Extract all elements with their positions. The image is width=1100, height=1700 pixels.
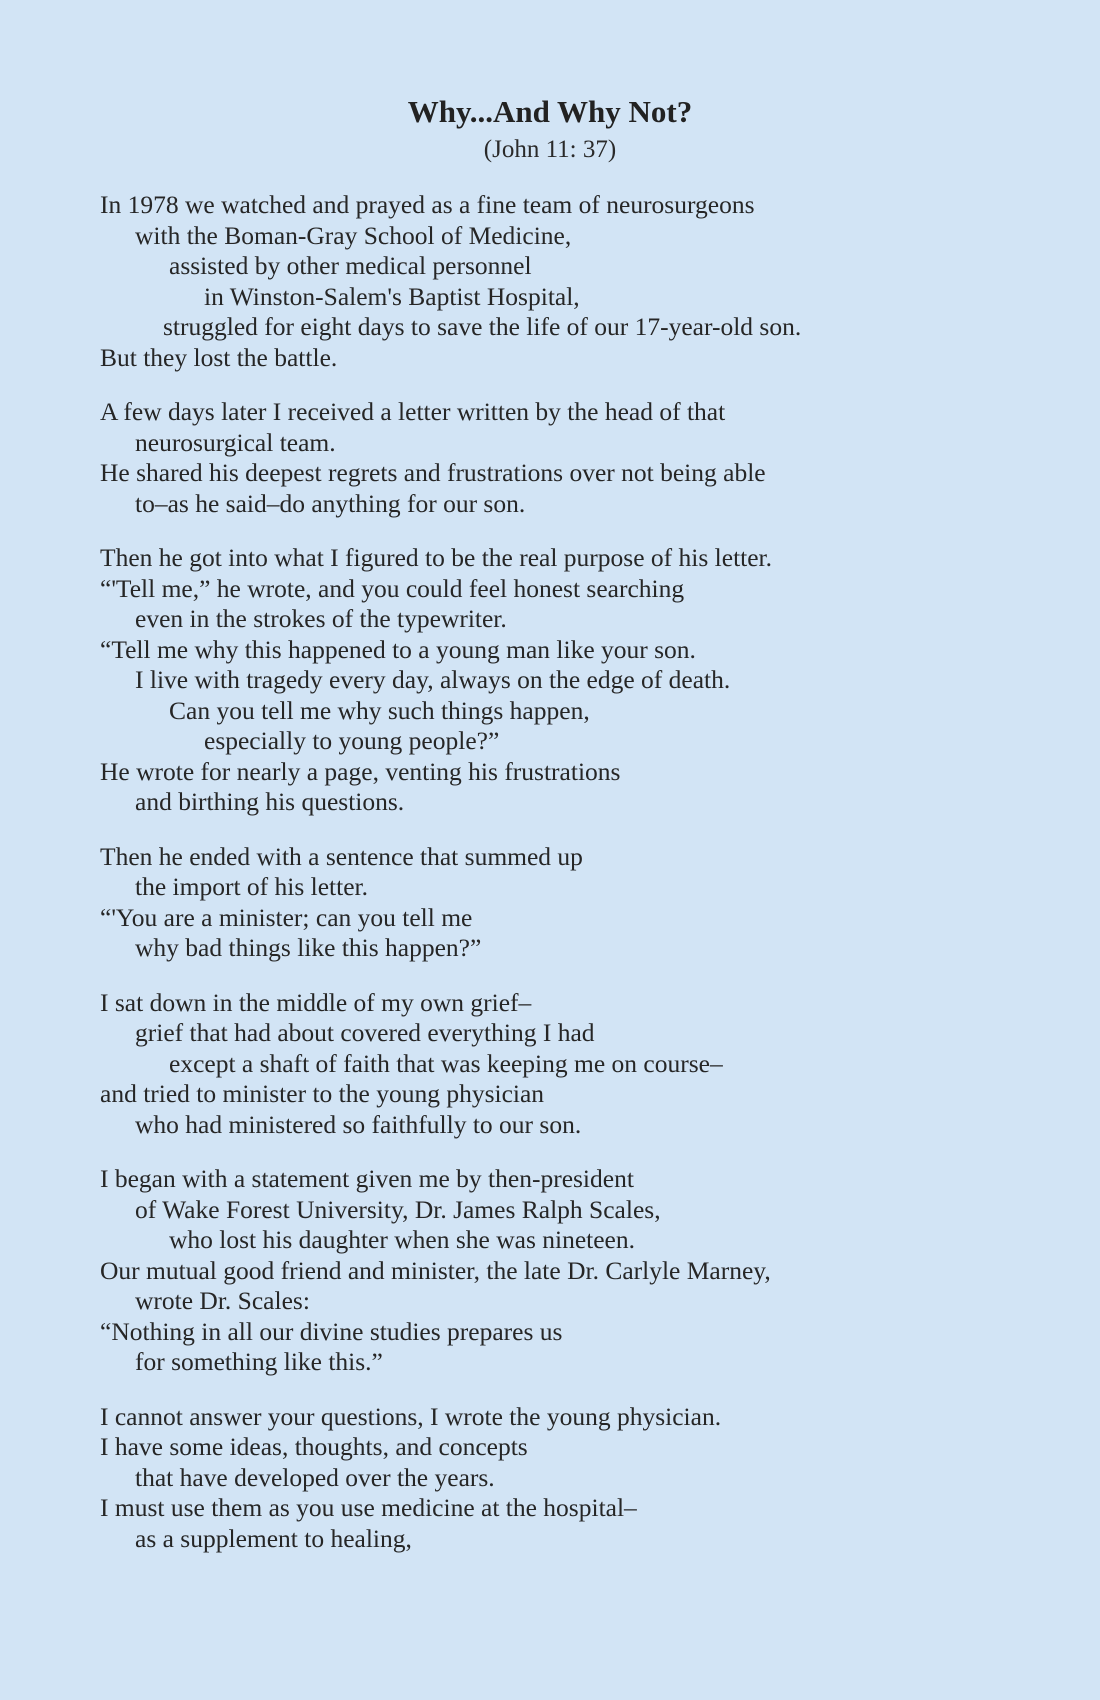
stanza-gap [100,1140,1060,1164]
poem-line: assisted by other medical personnel [169,251,532,280]
poem-line: grief that had about covered everything I had [135,1018,595,1047]
poem-line: for something like this.” [135,1347,383,1376]
poem-line: “Nothing in all our divine studies prepares us [100,1316,563,1346]
poem-line: and birthing his questions. [135,787,405,816]
stanza-gap [100,373,1060,397]
poem-line: in Winston-Salem's Baptist Hospital, [204,281,580,311]
poem-line: who lost his daughter when she was nineteen. [169,1225,635,1254]
poem-line: He wrote for nearly a page, venting his frustrations [100,756,621,786]
poem-line: struggled for eight days to save the life of our 17-year-old son. [163,312,802,341]
poem-line: neurosurgical team. [135,427,336,457]
poem-line: Can you tell me why such things happen, [169,695,590,725]
stanza-gap [100,519,1060,543]
stanza-gap [100,1378,1060,1402]
poem-line: as a supplement to healing, [135,1523,412,1553]
poem-line: I have some ideas, thoughts, and concepts [100,1432,528,1461]
poem-line: I must use them as you use medicine at the hospital– [100,1493,637,1522]
poem-line: wrote Dr. Scales: [135,1286,310,1315]
poem-line: I sat down in the middle of my own grief– [100,987,532,1017]
poem-line: the import of his letter. [135,872,368,901]
page-title: Why...And Why Not? [407,94,693,129]
stanza-gap [100,818,1060,842]
poem-line: He shared his deepest regrets and frustrations over not being able [100,458,766,487]
poem-line: who had ministered so faithfully to our son. [135,1109,582,1139]
poem-line: I began with a statement given me by then-president [100,1164,634,1193]
poem-line: Then he got into what I figured to be the real purpose of his letter. [100,543,773,572]
poem-line: with the Boman-Gray School of Medicine, [135,220,572,250]
poem-line: except a shaft of faith that was keeping me on course– [169,1048,723,1078]
poem-line: A few days later I received a letter written by the head of that [100,397,726,426]
stanza-gap [100,964,1060,988]
scripture-reference: (John 11: 37) [483,136,617,163]
poem-line: Our mutual good friend and minister, the late Dr. Carlyle Marney, [100,1255,771,1285]
poem-line: to–as he said–do anything for our son. [135,488,526,518]
poem-line: of Wake Forest University, Dr. James Ralph Scales, [135,1194,661,1224]
poem-line: In 1978 we watched and prayed as a fine team of neurosurgeons [100,190,755,219]
poem-line: “'Tell me,” he wrote, and you could feel honest searching [100,573,685,603]
poem-line: “'You are a minister; can you tell me [100,902,473,932]
poem-line: I cannot answer your questions, I wrote the young physician. [100,1401,722,1431]
poem-body [100,190,1060,1554]
poem-line: Then he ended with a sentence that summed up [100,841,583,871]
poem-line: why bad things like this happen?” [135,933,482,962]
poem-line: even in the strokes of the typewriter. [135,604,507,633]
poem-line: that have developed over the years. [135,1462,495,1492]
poem-line: especially to young people?” [204,726,500,755]
poem-line: “Tell me why this happened to a young man like your son. [100,634,696,664]
poem-line: and tried to minister to the young physician [100,1079,545,1108]
poem-line: But they lost the battle. [100,342,338,372]
poem-line: I live with tragedy every day, always on the edge of death. [135,665,731,694]
